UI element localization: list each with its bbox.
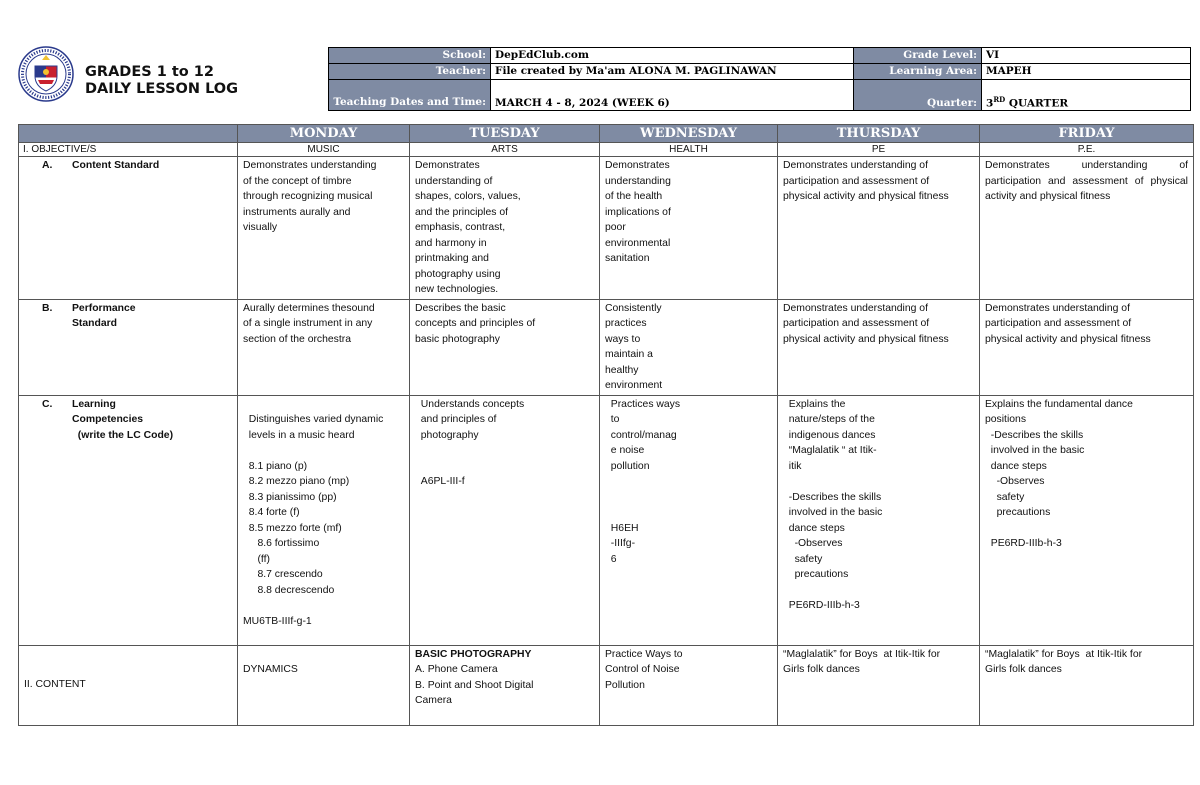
content-tuesday: A. Phone Camera B. Point and Shoot Digital Camera bbox=[415, 664, 534, 706]
objectives-label: I. OBJECTIVE/S bbox=[19, 143, 238, 157]
quarter-label: Quarter: bbox=[854, 80, 982, 111]
content-monday: DYNAMICS bbox=[238, 645, 410, 725]
performance-standard-thursday: Demonstrates understanding of participation and assessment of physical activity and physical fitness bbox=[778, 299, 980, 395]
day-thursday: THURSDAY bbox=[778, 125, 980, 143]
grade-level-label: Grade Level: bbox=[854, 48, 982, 64]
content-standard-wednesday: Demonstrates understanding of the health implications of poor environmental sanitation bbox=[600, 157, 778, 300]
document-title bbox=[85, 64, 238, 98]
subject-row bbox=[19, 143, 1194, 157]
day-friday: FRIDAY bbox=[980, 125, 1194, 143]
header-info-table bbox=[328, 47, 1191, 111]
content-standard-thursday: Demonstrates understanding of participation and assessment of physical activity and physical fitness bbox=[778, 157, 980, 300]
subject-monday: MUSIC bbox=[238, 143, 410, 157]
learning-competencies-row bbox=[19, 395, 1194, 645]
content-tuesday-cell bbox=[410, 645, 600, 725]
school-label: School: bbox=[329, 48, 491, 64]
subject-wednesday: HEALTH bbox=[600, 143, 778, 157]
day-wednesday: WEDNESDAY bbox=[600, 125, 778, 143]
grade-level-value: VI bbox=[982, 48, 1191, 64]
performance-standard-friday: Demonstrates understanding of participation and assessment of physical activity and physical fitness bbox=[980, 299, 1194, 395]
content-standard-row bbox=[19, 157, 1194, 300]
lesson-log-table bbox=[18, 124, 1194, 726]
teacher-label: Teacher: bbox=[329, 64, 491, 80]
row-letter: C. bbox=[42, 398, 53, 410]
row-label: Content Standard bbox=[72, 160, 160, 171]
performance-standard-tuesday: Describes the basic concepts and principles of basic photography bbox=[410, 299, 600, 395]
day-header-blank bbox=[19, 125, 238, 143]
competencies-tuesday: Understands concepts and principles of photography A6PL-III-f bbox=[410, 395, 600, 645]
content-tuesday-heading: BASIC PHOTOGRAPHY bbox=[415, 648, 532, 660]
row-letter: A. bbox=[42, 160, 53, 171]
quarter-number: 3 bbox=[986, 97, 994, 109]
subject-friday: P.E. bbox=[980, 143, 1194, 157]
quarter-word: QUARTER bbox=[1005, 97, 1069, 109]
content-standard-label-cell bbox=[19, 157, 238, 300]
title-line-1: GRADES 1 to 12 bbox=[85, 64, 214, 80]
competencies-wednesday: Practices ways to control/manag e noise pollution H6EH -IIIfg- 6 bbox=[600, 395, 778, 645]
subject-tuesday: ARTS bbox=[410, 143, 600, 157]
learning-area-value: MAPEH bbox=[982, 64, 1191, 80]
day-monday: MONDAY bbox=[238, 125, 410, 143]
content-standard-monday: Demonstrates understanding of the concept of timbre through recognizing musical instruments aurally and visually bbox=[238, 157, 410, 300]
content-thursday: “Maglalatik” for Boys at Itik-Itik for Girls folk dances bbox=[778, 645, 980, 725]
performance-standard-label-cell bbox=[19, 299, 238, 395]
school-value: DepEdClub.com bbox=[491, 48, 854, 64]
competencies-friday: Explains the fundamental dance positions -Describes the skills involved in the basic dance steps -Observes safety precautions PE6RD-IIIb-h-3 bbox=[980, 395, 1194, 645]
competencies-monday: Distinguishes varied dynamic levels in a music heard 8.1 piano (p) 8.2 mezzo piano (mp) 8.3 pianissimo (pp) 8.4 forte (f) 8.5 mezzo forte (mf) 8.6 fortissimo (ff) 8.7 crescendo 8.8 decrescendo MU6TB-IIIf-g-1 bbox=[238, 395, 410, 645]
row-label: Learning Competencies (write the LC Code) bbox=[72, 398, 174, 441]
content-standard-friday: Demonstrates understanding of participation and assessment of physical activity and physical fitness bbox=[980, 157, 1194, 300]
quarter-ordinal: RD bbox=[993, 94, 1006, 104]
quarter-value bbox=[982, 80, 1191, 111]
content-wednesday: Practice Ways to Control of Noise Pollution bbox=[600, 645, 778, 725]
row-label: Performance Standard bbox=[72, 302, 136, 329]
performance-standard-wednesday: Consistently practices ways to maintain a healthy environment bbox=[600, 299, 778, 395]
day-tuesday: TUESDAY bbox=[410, 125, 600, 143]
teacher-value: File created by Ma'am ALONA M. PAGLINAWAN bbox=[491, 64, 854, 80]
learning-competencies-label-cell bbox=[19, 395, 238, 645]
subject-thursday: PE bbox=[778, 143, 980, 157]
performance-standard-row bbox=[19, 299, 1194, 395]
teaching-dates-label: Teaching Dates and Time: bbox=[329, 80, 491, 111]
competencies-thursday: Explains the nature/steps of the indigenous dances “Maglalatik “ at Itik- itik -Describes the skills involved in the basic dance steps -Observes safety precautions PE6RD-IIIb-h-3 bbox=[778, 395, 980, 645]
content-standard-tuesday: Demonstrates understanding of shapes, colors, values, and the principles of emphasis, contrast, and harmony in printmaking and photography using new technologies. bbox=[410, 157, 600, 300]
deped-seal-logo bbox=[18, 46, 74, 102]
content-label: II. CONTENT bbox=[19, 645, 238, 725]
day-header-row bbox=[19, 125, 1194, 143]
content-friday: “Maglalatik” for Boys at Itik-Itik for Girls folk dances bbox=[980, 645, 1194, 725]
content-row bbox=[19, 645, 1194, 725]
teaching-dates-value: MARCH 4 - 8, 2024 (WEEK 6) bbox=[491, 80, 854, 111]
title-line-2: DAILY LESSON LOG bbox=[85, 81, 239, 97]
performance-standard-monday: Aurally determines thesound of a single instrument in any section of the orchestra bbox=[238, 299, 410, 395]
row-letter: B. bbox=[42, 302, 53, 314]
learning-area-label: Learning Area: bbox=[854, 64, 982, 80]
